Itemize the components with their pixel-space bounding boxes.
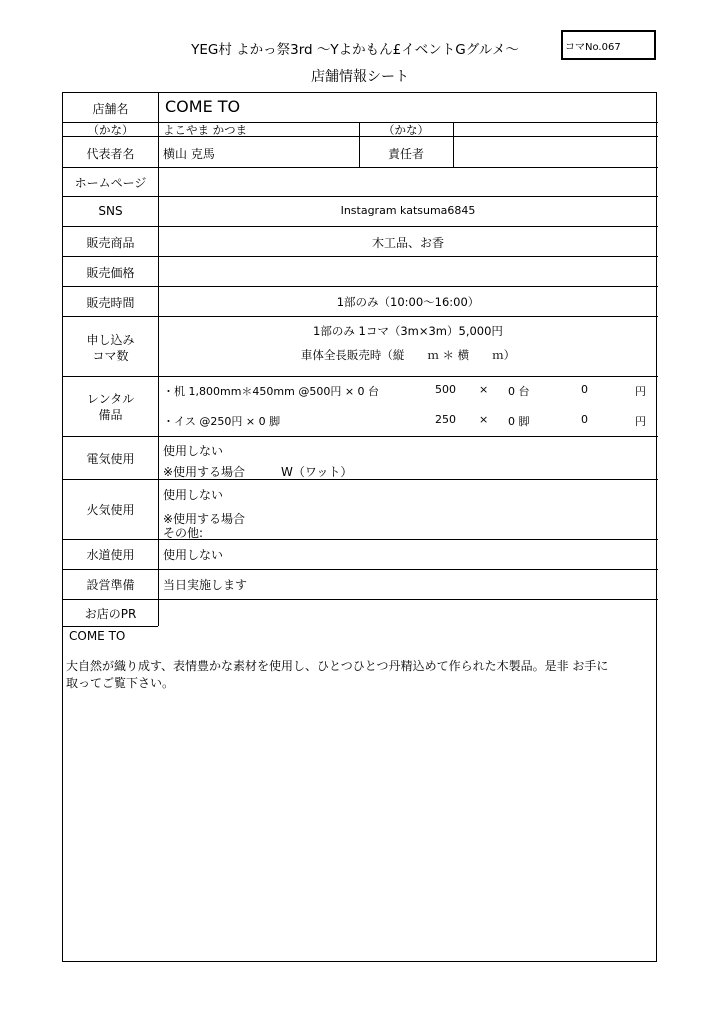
column-divider (453, 122, 454, 167)
representative-label: 代表者名 (86, 147, 135, 161)
rental-chair-price: 250 (435, 413, 456, 426)
water-value: 使用しない (163, 548, 224, 562)
rental-chair: ・イス @250円 × 0 脚 (163, 415, 281, 428)
rental-desk: ・机 1,800mm＊450mm @500円 × 0 台 (163, 385, 380, 398)
row-divider (63, 256, 658, 257)
rental-chair-yen: 円 (635, 415, 646, 428)
row-divider (63, 167, 658, 168)
pr-text-line-2: 取ってご覧下さい。 (66, 676, 175, 690)
rental-desk-qty: 0 台 (508, 385, 530, 398)
electricity-value-2: ※使用する場合 W（ワット） (163, 465, 353, 479)
pr-label: お店のPR (84, 607, 137, 621)
representative-value: 横山 克馬 (163, 147, 215, 161)
row-divider (63, 599, 658, 600)
fire-value-1: 使用しない (163, 488, 224, 502)
price-label: 販売価格 (86, 266, 135, 280)
kana-label-responsible: （かな） (383, 123, 429, 137)
document-title: YEG村 よかっ祭3rd ～Yよかもん£イベントGグルメ～ (191, 42, 519, 58)
time-value: 1部のみ（10:00～16:00） (336, 295, 480, 309)
setup-label: 設営準備 (86, 578, 135, 592)
rental-desk-total: 0 (581, 383, 588, 396)
shop-name-label: 店舗名 (92, 102, 129, 116)
document-subtitle: 店舗情報シート (311, 69, 409, 85)
koma-number-box: コマNo.067 (561, 30, 656, 60)
responsible-label: 責任者 (387, 147, 424, 161)
water-label: 水道使用 (86, 548, 135, 562)
electricity-value-1: 使用しない (163, 444, 224, 458)
pr-title: COME TO (69, 629, 126, 643)
kana-label: （かな） (87, 123, 134, 137)
setup-value: 当日実施します (163, 578, 248, 592)
fire-label: 火気使用 (86, 503, 135, 517)
rental-desk-yen: 円 (635, 385, 646, 398)
shop-info-form (62, 92, 657, 962)
row-divider (63, 226, 658, 227)
row-divider (63, 539, 658, 540)
apply-label-1: 申し込み (86, 333, 135, 347)
electricity-label: 電気使用 (86, 452, 135, 466)
rental-chair-total: 0 (581, 413, 588, 426)
row-divider (63, 196, 658, 197)
apply-line-1: 1部のみ 1コマ（3m×3m）5,000円 (313, 324, 503, 338)
rental-label-1: レンタル (86, 392, 135, 406)
fire-value-3: その他: (163, 526, 204, 540)
row-divider (63, 286, 658, 287)
row-divider (63, 316, 658, 317)
rental-desk-price: 500 (435, 383, 456, 396)
row-divider (63, 479, 658, 480)
shop-name-value: COME TO (165, 97, 241, 116)
fire-value-2: ※使用する場合 (163, 512, 246, 526)
apply-label-2: コマ数 (92, 349, 129, 363)
sns-label: SNS (98, 204, 123, 218)
row-divider (63, 436, 658, 437)
time-label: 販売時間 (86, 296, 135, 310)
products-value: 木工品、お香 (371, 236, 444, 250)
rental-label-2: 備品 (98, 408, 123, 422)
apply-line-2: 車体全長販売時（縦 ｍ ＊ 横 ｍ） (300, 348, 516, 362)
products-label: 販売商品 (86, 236, 135, 250)
row-divider (63, 569, 658, 570)
sns-value: Instagram katsuma6845 (340, 204, 476, 217)
rental-chair-qty: 0 脚 (508, 415, 530, 428)
row-divider (63, 376, 658, 377)
rental-chair-times: × (479, 413, 489, 426)
homepage-label: ホームページ (74, 176, 147, 190)
rental-desk-times: × (479, 383, 489, 396)
kana-value: よこやま かつま (163, 123, 248, 137)
pr-text-line-1: 大自然が織り成す、表情豊かな素材を使用し、ひとつひとつ丹精込めて作られた木製品。是非 お手に (66, 659, 609, 673)
row-divider (63, 626, 158, 627)
